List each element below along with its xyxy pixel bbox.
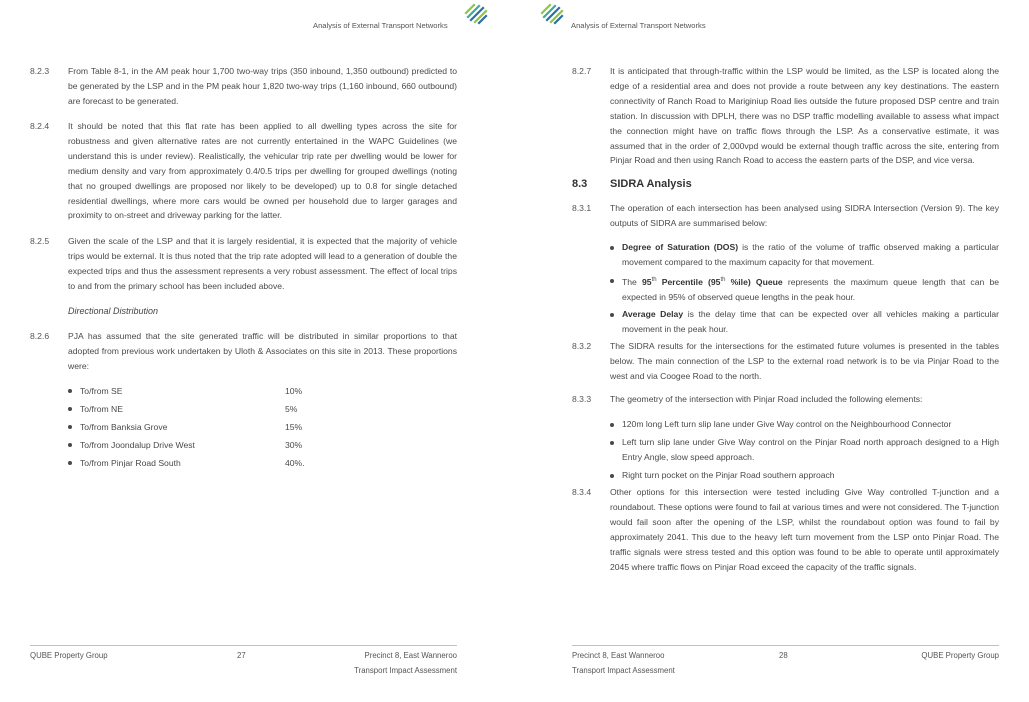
paragraph-8-2-4: It should be noted that this flat rate has been applied to all dwelling types across the site for robustness and given alternative rates are not currently entertained in the WAPC Guidelines (we understand this is under review). Realistically, the vehicular trip rate per dwelling would be lower for medium density and vary from approximately 0.4/0.5 trips per dwelling for grouped dwellings (noting that no grouped dwellings are proposed nor likely to be developed) up to 0.8 for single detached residential dwellings, where more cars would be owned per household due to larger garages and proximity to on-street and driveway parking for the latter.: [68, 121, 457, 221]
bullet-icon: [68, 443, 72, 447]
paragraph-8-3-4: Other options for this intersection were tested including Give Way controlled T-junction and a roundabout. These options were found to fail at various times and were not considered. The T-junction would fail soon after the opening of the LSP, whilst the roundabout option was found to fail by approximately 2041. This due to the heavy left turn movement from the LSP onto Pinjar Road. The traffic signals were stress tested and this option was found to be able to operate until approximately 2045 where traffic flows on Pinjar Road exceed the capacity of the traffic signals.: [610, 487, 999, 572]
list-item: To/from NE 5%: [68, 400, 368, 418]
bullet-icon: [610, 313, 614, 317]
section-number: 8.2.3: [30, 66, 50, 76]
bullet-icon: [610, 474, 614, 478]
page-number: 28: [779, 651, 788, 660]
company-logo-icon: [464, 3, 488, 25]
section-number: 8.2.4: [30, 121, 50, 131]
bullet-icon: [610, 246, 614, 250]
list-item: The 95th Percentile (95th %ile) Queue represents the maximum queue length that can be expected in 95% of observed queue lengths in the peak hour.: [610, 273, 999, 305]
right-page: [515, 0, 1029, 702]
list-item: 120m long Left turn slip lane under Give Way control on the Neighbourhood Connector: [610, 417, 999, 432]
left-page: [0, 0, 514, 702]
section-number: 8.3.1: [572, 203, 592, 213]
section-number: 8.3.3: [572, 394, 592, 404]
list-item: Degree of Saturation (DOS) is the ratio of the volume of traffic observed making a particular movement compared to the maximum capacity for that movement.: [610, 240, 999, 270]
list-item: To/from Joondalup Drive West 30%: [68, 436, 368, 454]
bullet-icon: [610, 441, 614, 445]
distribution-list: [68, 382, 368, 472]
bullet-icon: [68, 389, 72, 393]
list-item: Right turn pocket on the Pinjar Road southern approach: [610, 468, 999, 483]
page-number: 27: [237, 651, 246, 660]
company-logo-icon: [540, 3, 564, 25]
section-number: 8.2.7: [572, 66, 592, 76]
list-item: To/from Banksia Grove 15%: [68, 418, 368, 436]
footer-rule: [572, 645, 999, 646]
section-number: 8.2.5: [30, 236, 50, 246]
bullet-icon: [68, 425, 72, 429]
section-number: 8.2.6: [30, 331, 50, 341]
section-number: 8.3.2: [572, 341, 592, 351]
footer-project: Precinct 8, East Wanneroo Transport Impact Assessment: [354, 651, 457, 675]
paragraph-8-3-3: The geometry of the intersection with Pinjar Road included the following elements:: [610, 394, 923, 404]
bullet-icon: [610, 423, 614, 427]
section-number: 8.3.4: [572, 487, 592, 497]
section-title: SIDRA Analysis: [610, 178, 692, 190]
footer-project: Precinct 8, East Wanneroo Transport Impact Assessment: [572, 651, 675, 675]
paragraph-8-3-2: The SIDRA results for the intersections for the estimated future volumes is presented in the tables below. The main connection of the LSP to the external road network is to be via Pinjar Road to the west and via Coogee Road to the north.: [610, 341, 999, 381]
section-number: 8.3: [572, 178, 588, 190]
bullet-icon: [610, 279, 614, 283]
page-header: Analysis of External Transport Networks: [571, 21, 706, 30]
page-header: Analysis of External Transport Networks: [313, 21, 448, 30]
subheading-directional-distribution: Directional Distribution: [68, 306, 159, 316]
footer-rule: [30, 645, 457, 646]
bullet-icon: [68, 461, 72, 465]
sidra-outputs-list: [610, 240, 999, 340]
paragraph-8-2-7: It is anticipated that through-traffic within the LSP would be limited, as the LSP is located along the edge of a residential area and does not provide a route between any key destinations. The eastern connectivity of Ranch Road to Mariginiup Road lies outside the future proposed DSP centre and train station. In discussion with DPLH, there was no DSP traffic modelling available to assess what impact the connection might have on traffic flows through the LSP. As a conservative estimate, it was assumed that in the order of 2,000vpd would be external though traffic across the site, entering from Pinjar Road and then using Ranch Road to access the eastern parts of the DSP, and vice versa.: [610, 66, 999, 166]
list-item: Left turn slip lane under Give Way control on the Pinjar Road north approach designed to a High Entry Angle, slow speed approach.: [610, 435, 999, 465]
list-item: Average Delay is the delay time that can be expected over all vehicles making a particular movement in the peak hour.: [610, 307, 999, 337]
list-item: To/from SE 10%: [68, 382, 368, 400]
paragraph-8-3-1: The operation of each intersection has been analysed using SIDRA Intersection (Version 9). The key outputs of SIDRA are summarised below:: [610, 203, 999, 228]
paragraph-8-2-6: PJA has assumed that the site generated traffic will be distributed in similar proportions to that adopted from previous work undertaken by Uloth & Associates on this site in 2013. These proportions were:: [68, 331, 457, 371]
bullet-icon: [68, 407, 72, 411]
footer-company: QUBE Property Group: [921, 651, 999, 660]
footer-company: QUBE Property Group: [30, 651, 108, 660]
paragraph-8-2-5: Given the scale of the LSP and that it is largely residential, it is expected that the majority of vehicle trips would be external. It is thus noted that the trip rate adopted will lead to a generation of double the expected trips and thus the assessment represents a very robust assessment. The effect of local trips to and from the primary school has been included above.: [68, 236, 457, 291]
list-item: To/from Pinjar Road South 40%.: [68, 454, 368, 472]
geometry-list: [610, 417, 999, 486]
paragraph-8-2-3: From Table 8-1, in the AM peak hour 1,700 two-way trips (350 inbound, 1,350 outbound) predicted to be generated by the LSP and in the PM peak hour 1,820 two-way trips (1,160 inbound, 660 outbound) are forecast to be generated.: [68, 66, 457, 106]
